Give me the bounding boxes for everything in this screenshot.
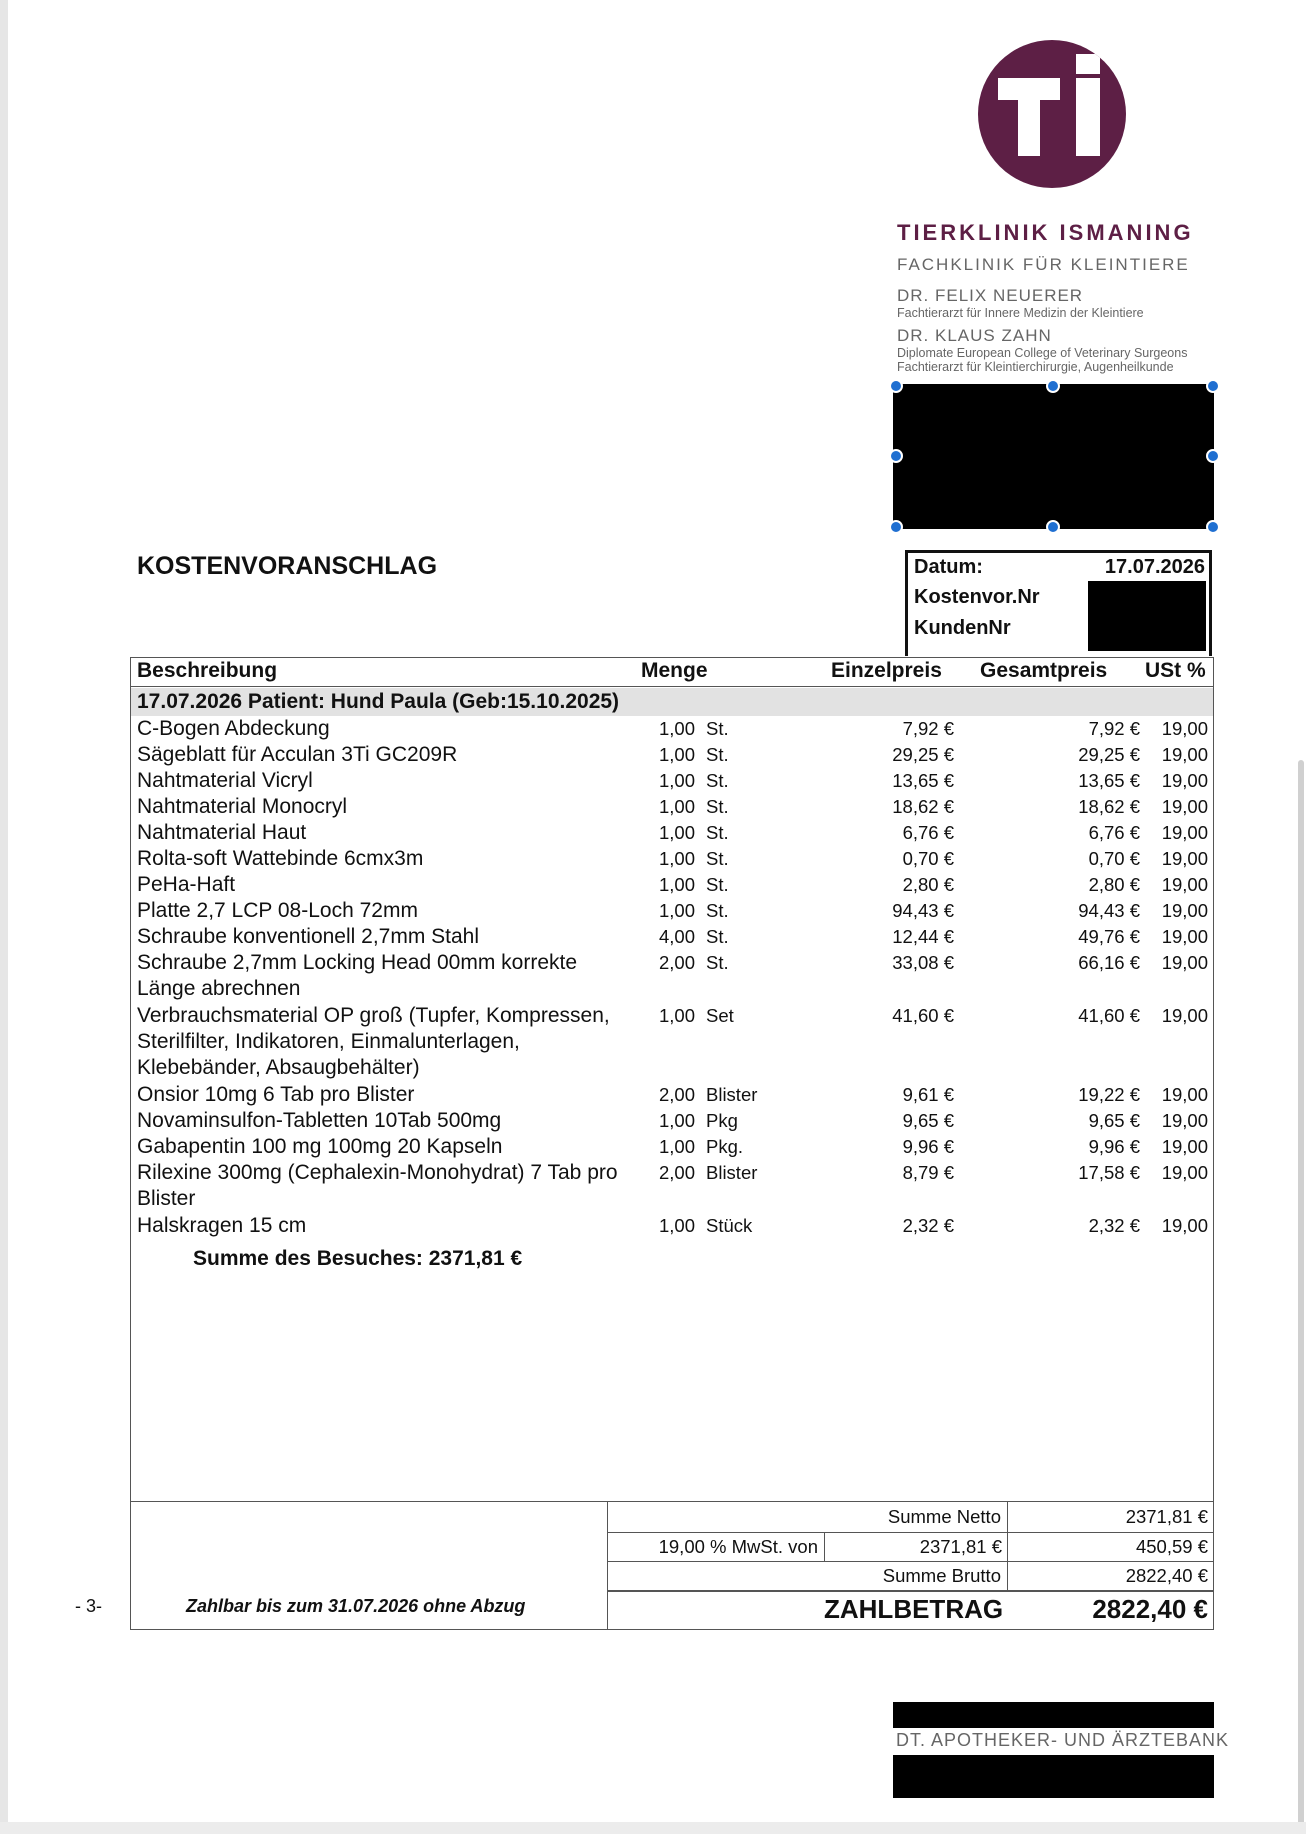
redaction-box-selected[interactable] <box>893 384 1214 529</box>
item-description: Halskragen 15 cm <box>137 1214 307 1237</box>
item-unit-price: 8,79 € <box>902 1162 954 1183</box>
item-description: Rilexine 300mg (Cephalexin-Monohydrat) 7 Tab pro Blister <box>137 1161 618 1210</box>
gross-sum-label: Summe Brutto <box>882 1565 1001 1586</box>
item-description: PeHa-Haft <box>137 873 236 896</box>
item-unit: Stück <box>706 1215 753 1236</box>
item-total-price: 18,62 € <box>1078 796 1140 817</box>
item-unit-price: 12,44 € <box>892 926 954 947</box>
item-unit-price: 94,43 € <box>892 900 954 921</box>
item-description: Rolta-soft Wattebinde 6cmx3m <box>137 847 424 870</box>
item-unit-price: 41,60 € <box>892 1005 954 1026</box>
item-total-price: 66,16 € <box>1078 952 1140 973</box>
item-vat: 19,00 <box>1161 848 1208 869</box>
item-quantity: 1,00 <box>658 744 695 765</box>
item-unit-price: 29,25 € <box>892 744 954 765</box>
payment-amount-value: 2822,40 € <box>1092 1594 1208 1624</box>
item-unit: St. <box>706 900 729 921</box>
date-label: Datum: <box>914 556 983 578</box>
estimate-number-label: Kostenvor.Nr <box>914 586 1040 608</box>
scrollbar[interactable] <box>1298 760 1304 1834</box>
item-vat: 19,00 <box>1161 952 1208 973</box>
item-vat: 19,00 <box>1161 796 1208 817</box>
column-header-quantity: Menge <box>641 659 708 682</box>
date-value: 17.07.2026 <box>1104 556 1205 578</box>
item-total-price: 9,65 € <box>1088 1110 1140 1131</box>
item-quantity: 1,00 <box>658 1215 695 1236</box>
customer-number-label: KundenNr <box>914 617 1011 639</box>
doctor-description: Fachtierarzt für Kleintierchirurgie, Augenheilkunde <box>897 360 1174 374</box>
item-quantity: 1,00 <box>658 718 695 739</box>
item-unit: St. <box>706 952 729 973</box>
doctor-description: Diplomate European College of Veterinary Surgeons <box>897 346 1188 360</box>
item-unit: St. <box>706 770 729 791</box>
item-total-price: 7,92 € <box>1088 718 1140 739</box>
footer-divider <box>824 1532 825 1561</box>
resize-handle[interactable] <box>889 520 903 534</box>
item-vat: 19,00 <box>1161 1084 1208 1105</box>
item-description: Schraube 2,7mm Locking Head 00mm korrekte Länge abrechnen <box>137 951 578 1000</box>
item-total-price: 2,32 € <box>1088 1215 1140 1236</box>
item-total-price: 49,76 € <box>1078 926 1140 947</box>
item-unit: Pkg. <box>706 1136 744 1157</box>
item-vat: 19,00 <box>1161 1136 1208 1157</box>
item-description: Novaminsulfon-Tabletten 10Tab 500mg <box>137 1109 502 1132</box>
item-description: Nahtmaterial Monocryl <box>137 795 348 818</box>
item-quantity: 1,00 <box>658 1136 695 1157</box>
item-quantity: 1,00 <box>658 1110 695 1131</box>
item-quantity: 1,00 <box>658 796 695 817</box>
item-unit: Blister <box>706 1162 758 1183</box>
vat-label: 19,00 % MwSt. von <box>658 1536 818 1557</box>
item-total-price: 9,96 € <box>1088 1136 1140 1157</box>
item-unit: Set <box>706 1005 734 1026</box>
item-description: C-Bogen Abdeckung <box>137 717 330 740</box>
item-vat: 19,00 <box>1161 770 1208 791</box>
item-quantity: 2,00 <box>658 1084 695 1105</box>
footer-divider <box>1007 1501 1008 1592</box>
item-description: Verbrauchsmaterial OP groß (Tupfer, Kompressen, Sterilfilter, Indikatoren, Einmalunterlagen, Klebebänder, Absaugbehälter) <box>137 1004 610 1079</box>
resize-handle[interactable] <box>889 449 903 463</box>
item-quantity: 2,00 <box>658 952 695 973</box>
item-total-price: 17,58 € <box>1078 1162 1140 1183</box>
header-divider <box>130 686 1214 687</box>
item-unit: St. <box>706 926 729 947</box>
visit-sum: Summe des Besuches: 2371,81 € <box>193 1247 523 1270</box>
item-unit-price: 9,96 € <box>902 1136 954 1157</box>
doctor-name: DR. FELIX NEUERER <box>897 286 1084 305</box>
item-total-price: 41,60 € <box>1078 1005 1140 1026</box>
item-quantity: 2,00 <box>658 1162 695 1183</box>
patient-info: 17.07.2026 Patient: Hund Paula (Geb:15.10.2025) <box>137 690 620 713</box>
item-description: Nahtmaterial Haut <box>137 821 307 844</box>
item-unit: St. <box>706 718 729 739</box>
resize-handle[interactable] <box>1206 449 1220 463</box>
footer-divider <box>607 1561 1214 1562</box>
item-vat: 19,00 <box>1161 1005 1208 1026</box>
item-quantity: 1,00 <box>658 1005 695 1026</box>
column-header-vat: USt % <box>1145 659 1206 682</box>
item-quantity: 4,00 <box>658 926 695 947</box>
item-vat: 19,00 <box>1161 1215 1208 1236</box>
item-total-price: 0,70 € <box>1088 848 1140 869</box>
vat-value: 450,59 € <box>1135 1536 1208 1557</box>
footer-divider <box>607 1501 608 1630</box>
page-left-edge <box>0 0 8 1834</box>
item-unit-price: 18,62 € <box>892 796 954 817</box>
item-unit: St. <box>706 796 729 817</box>
item-vat: 19,00 <box>1161 744 1208 765</box>
item-quantity: 1,00 <box>658 822 695 843</box>
item-unit: St. <box>706 744 729 765</box>
item-unit-price: 13,65 € <box>892 770 954 791</box>
item-description: Nahtmaterial Vicryl <box>137 769 313 792</box>
footer-divider <box>607 1532 1214 1533</box>
item-unit: Blister <box>706 1084 758 1105</box>
gross-sum-value: 2822,40 € <box>1125 1565 1208 1586</box>
item-unit-price: 2,80 € <box>902 874 954 895</box>
page-number: - 3- <box>75 1596 102 1616</box>
vat-base: 2371,81 € <box>919 1536 1002 1557</box>
item-vat: 19,00 <box>1161 926 1208 947</box>
resize-handle[interactable] <box>1206 520 1220 534</box>
resize-handle[interactable] <box>889 379 903 393</box>
item-unit: St. <box>706 848 729 869</box>
column-header-description: Beschreibung <box>137 659 278 682</box>
clinic-subtitle: FACHKLINIK FÜR KLEINTIERE <box>897 255 1190 274</box>
document-title: KOSTENVORANSCHLAG <box>137 552 438 580</box>
column-header-unit-price: Einzelpreis <box>831 659 942 682</box>
redacted-bank-info <box>893 1755 1214 1798</box>
redacted-numbers <box>1088 581 1206 651</box>
item-unit-price: 7,92 € <box>902 718 954 739</box>
item-unit-price: 2,32 € <box>902 1215 954 1236</box>
page-bottom-edge <box>0 1822 1306 1834</box>
doctor-description: Fachtierarzt für Innere Medizin der Kleintiere <box>897 306 1144 320</box>
item-unit-price: 9,61 € <box>902 1084 954 1105</box>
item-quantity: 1,00 <box>658 874 695 895</box>
item-total-price: 2,80 € <box>1088 874 1140 895</box>
item-vat: 19,00 <box>1161 1162 1208 1183</box>
item-vat: 19,00 <box>1161 718 1208 739</box>
payment-amount-label: ZAHLBETRAG <box>824 1594 1004 1624</box>
item-quantity: 1,00 <box>658 770 695 791</box>
item-unit-price: 0,70 € <box>902 848 954 869</box>
payment-due: Zahlbar bis zum 31.07.2026 ohne Abzug <box>186 1596 526 1616</box>
item-unit-price: 33,08 € <box>892 952 954 973</box>
item-quantity: 1,00 <box>658 900 695 921</box>
item-total-price: 6,76 € <box>1088 822 1140 843</box>
clinic-logo <box>978 40 1126 188</box>
item-unit-price: 6,76 € <box>902 822 954 843</box>
item-description: Platte 2,7 LCP 08-Loch 72mm <box>137 899 418 922</box>
item-total-price: 29,25 € <box>1078 744 1140 765</box>
doctor-name: DR. KLAUS ZAHN <box>897 326 1052 345</box>
footer-divider <box>130 1501 1214 1502</box>
item-unit: St. <box>706 874 729 895</box>
resize-handle[interactable] <box>1046 379 1060 393</box>
item-total-price: 94,43 € <box>1078 900 1140 921</box>
item-vat: 19,00 <box>1161 874 1208 895</box>
item-unit: Pkg <box>706 1110 738 1131</box>
resize-handle[interactable] <box>1046 520 1060 534</box>
item-quantity: 1,00 <box>658 848 695 869</box>
item-vat: 19,00 <box>1161 900 1208 921</box>
net-sum-label: Summe Netto <box>887 1506 1001 1527</box>
bank-name: DT. APOTHEKER- UND ÄRZTEBANK <box>896 1730 1230 1750</box>
item-description: Sägeblatt für Acculan 3Ti GC209R <box>137 743 458 766</box>
item-unit-price: 9,65 € <box>902 1110 954 1131</box>
resize-handle[interactable] <box>1206 379 1220 393</box>
footer-divider <box>607 1590 1214 1592</box>
item-vat: 19,00 <box>1161 822 1208 843</box>
item-unit: St. <box>706 822 729 843</box>
redacted-bank-info <box>893 1702 1214 1728</box>
item-total-price: 13,65 € <box>1078 770 1140 791</box>
item-total-price: 19,22 € <box>1078 1084 1140 1105</box>
net-sum-value: 2371,81 € <box>1125 1506 1208 1527</box>
item-vat: 19,00 <box>1161 1110 1208 1131</box>
clinic-name: TIERKLINIK ISMANING <box>897 220 1194 245</box>
item-description: Gabapentin 100 mg 100mg 20 Kapseln <box>137 1135 503 1158</box>
item-description: Schraube konventionell 2,7mm Stahl <box>137 925 480 948</box>
column-header-total-price: Gesamtpreis <box>980 659 1108 682</box>
item-description: Onsior 10mg 6 Tab pro Blister <box>137 1083 415 1106</box>
